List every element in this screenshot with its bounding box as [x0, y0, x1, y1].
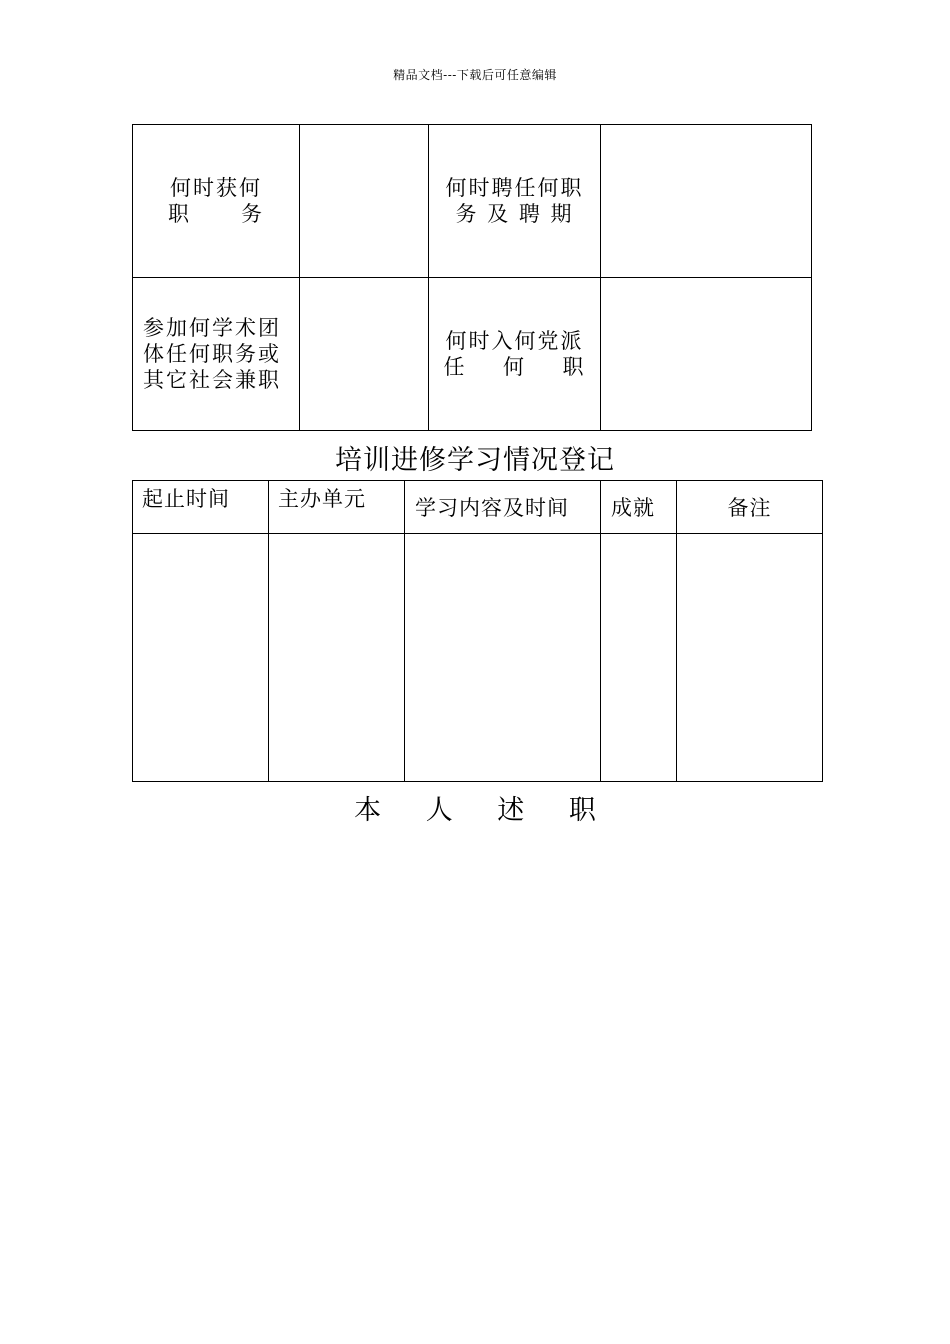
column-header-period: 起止时间 — [133, 481, 269, 534]
label-line: 其它社会兼职 — [143, 368, 281, 392]
label-line: 职 务 — [168, 202, 264, 226]
table-row — [133, 534, 823, 782]
label-line: 务 及 聘 期 — [455, 202, 574, 226]
cell-content[interactable] — [405, 534, 601, 782]
cell-period[interactable] — [133, 534, 269, 782]
table-header-row — [133, 481, 823, 534]
label-cell-academic-roles — [133, 278, 300, 431]
value-cell-when-obtained-position[interactable] — [300, 125, 429, 278]
label-line: 何时聘任何职 — [445, 176, 584, 200]
positions-table — [132, 124, 812, 431]
self-report-title: 本 人 述 职 — [354, 795, 614, 826]
label-line: 参加何学术团 — [143, 316, 281, 340]
cell-organizer[interactable] — [269, 534, 405, 782]
column-header-content: 学习内容及时间 — [405, 481, 601, 534]
cell-remarks[interactable] — [677, 534, 823, 782]
table-row — [133, 125, 812, 278]
label-cell-party-membership — [429, 278, 601, 431]
value-cell-academic-roles[interactable] — [300, 278, 429, 431]
label-line: 何时获何 — [170, 176, 262, 200]
label-line: 体任何职务或 — [143, 342, 281, 366]
label-cell-when-obtained-position — [133, 125, 300, 278]
label-line: 何时入何党派 — [445, 329, 584, 353]
page-header: 精品文档---下载后可任意编辑 — [393, 68, 557, 82]
column-header-achievement: 成就 — [601, 481, 677, 534]
value-cell-appointment-term[interactable] — [601, 125, 812, 278]
label-line: 任 何 职 — [443, 355, 586, 379]
column-header-remarks: 备注 — [677, 481, 823, 534]
training-table — [132, 480, 823, 782]
table-row — [133, 278, 812, 431]
training-section-title: 培训进修学习情况登记 — [335, 445, 615, 476]
cell-achievement[interactable] — [601, 534, 677, 782]
value-cell-party-membership[interactable] — [601, 278, 812, 431]
column-header-organizer: 主办单元 — [269, 481, 405, 534]
label-cell-appointment-term — [429, 125, 601, 278]
